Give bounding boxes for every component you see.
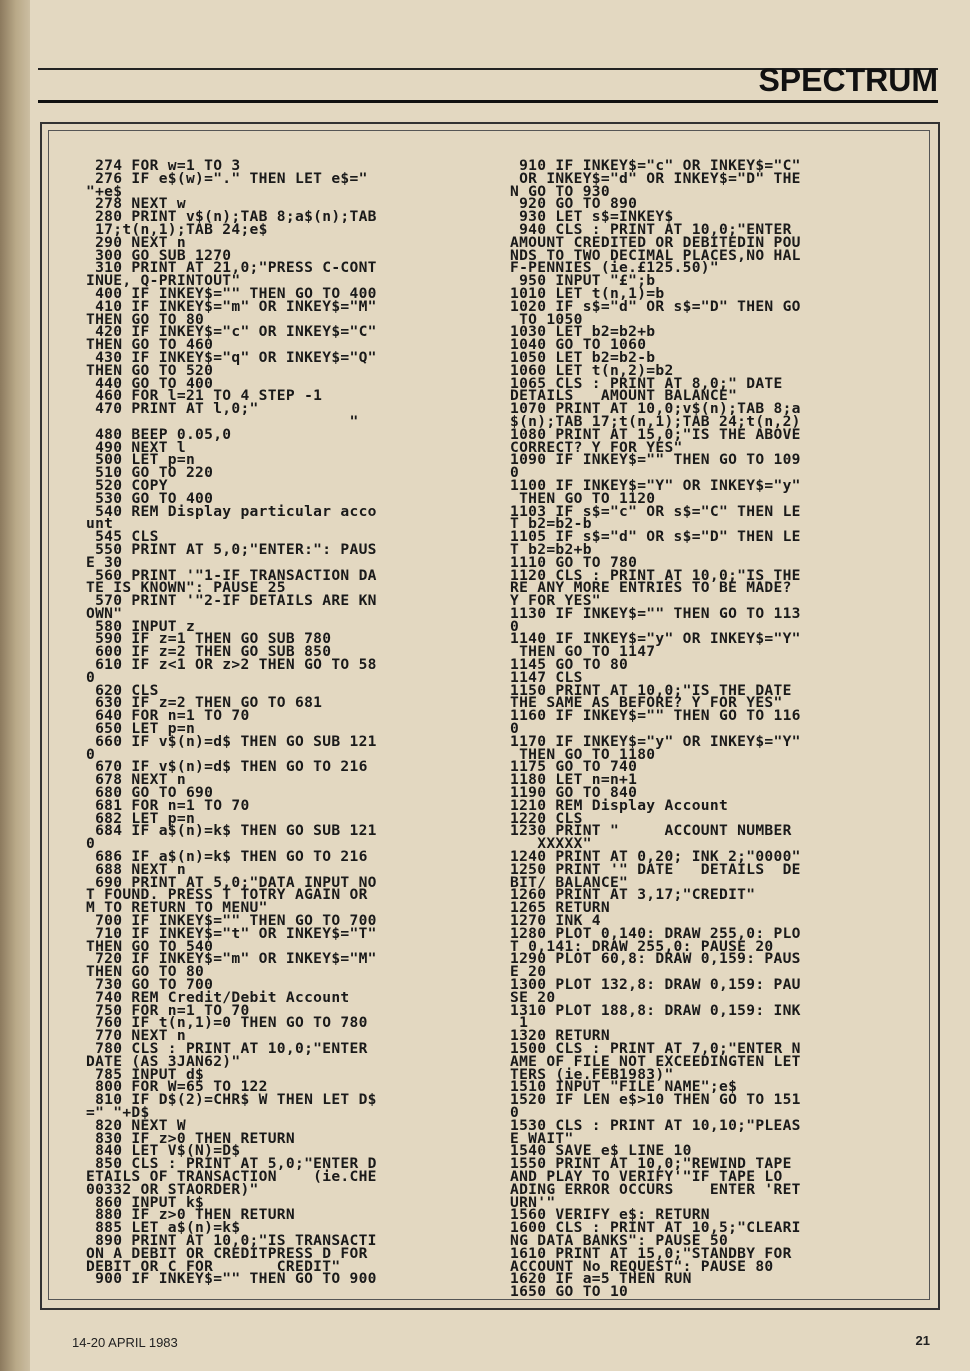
code-line: 570 PRINT '"2-IF DETAILS ARE KN — [86, 592, 377, 610]
code-line: 440 GO TO 400 — [86, 374, 214, 392]
code-line: 0 — [86, 835, 96, 853]
code-line: THEN GO TO 1180 — [510, 745, 656, 763]
code-line: T b2=b2+b — [510, 540, 592, 558]
code-line: THEN GO TO 540 — [86, 937, 214, 955]
code-line: NG DATA BANKS": PAUSE 50 — [510, 1231, 729, 1249]
code-line: 540 REM Display particular acco — [86, 502, 377, 520]
code-line: THEN GO TO 460 — [86, 336, 214, 354]
code-line: 1500 CLS : PRINT AT 7,0;"ENTER N — [510, 1039, 801, 1057]
code-line: 880 IF z>0 THEN RETURN — [86, 1206, 295, 1224]
code-line: 820 NEXT W — [86, 1116, 186, 1134]
code-line: 280 PRINT v$(n);TAB 8;a$(n);TAB — [86, 208, 377, 226]
code-line: 1060 LET t(n,2)=b2 — [510, 361, 674, 379]
code-line: 680 GO TO 690 — [86, 784, 214, 802]
code-line: TE IS KNOWN": PAUSE 25 — [86, 579, 286, 597]
code-line: 1600 CLS : PRINT AT 10,5;"CLEARI — [510, 1219, 801, 1237]
code-line: 1290 PLOT 60,8: DRAW 0,159: PAUS — [510, 950, 801, 968]
code-line: 1310 PLOT 188,8: DRAW 0,159: INK — [510, 1001, 801, 1019]
code-line: 1230 PRINT " ACCOUNT NUMBER — [510, 822, 792, 840]
code-line: NDS TO TWO DECIMAL PLACES,NO HAL — [510, 246, 801, 264]
code-line: 1145 GO TO 80 — [510, 656, 629, 674]
code-line: 1140 IF INKEY$="y" OR INKEY$="Y" — [510, 630, 801, 648]
code-line: 470 PRINT AT l,0;" — [86, 400, 259, 418]
code-line: 560 PRINT '"1-IF TRANSACTION DA — [86, 566, 377, 584]
code-line: 1100 IF INKEY$="Y" OR INKEY$="y" — [510, 476, 801, 494]
listing-right-column — [510, 157, 920, 1301]
code-line: 00332 OR STAORDER)" — [86, 1180, 259, 1198]
code-line: 800 FOR W=65 TO 122 — [86, 1078, 268, 1096]
code-line: 0 — [510, 464, 520, 482]
code-line: 17;t(n,1);TAB 24;e$ — [86, 220, 268, 238]
code-line: 1270 INK 4 — [510, 912, 601, 930]
code-line: ON A DEBIT OR CREDITPRESS D FOR — [86, 1244, 368, 1262]
code-line: URN'" — [510, 1193, 556, 1211]
code-line: 1065 CLS : PRINT AT 8,0;" DATE — [510, 374, 783, 392]
code-line: ADING ERROR OCCURS ENTER 'RET — [510, 1180, 801, 1198]
code-line: 1620 IF a=5 THEN RUN — [510, 1270, 692, 1288]
code-line: 1150 PRINT AT 10,0;"IS THE DATE — [510, 681, 792, 699]
code-line: M TO RETURN TO MENU" — [86, 899, 268, 917]
code-line: 785 INPUT d$ — [86, 1065, 205, 1083]
header-rule-bottom — [38, 100, 938, 103]
code-line: 1260 PRINT AT 3,17;"CREDIT" — [510, 886, 756, 904]
code-line: OWN" — [86, 604, 123, 622]
code-line: 1210 REM Display Account — [510, 796, 729, 814]
code-line: 1560 VERIFY e$: RETURN — [510, 1206, 710, 1224]
code-line: $(n);TAB 17;t(n,1);TAB 24;t(n,2) — [510, 412, 801, 430]
code-line: XXXXX" — [510, 835, 592, 853]
code-line: 510 GO TO 220 — [86, 464, 214, 482]
code-line: AME OF FILE NOT EXCEEDINGTEN LET — [510, 1052, 801, 1070]
code-line: 830 IF z>0 THEN RETURN — [86, 1129, 295, 1147]
code-line: T FOUND. PRESS T TOTRY AGAIN OR — [86, 886, 368, 904]
code-line: RE ANY MORE ENTRIES TO BE MADE? — [510, 579, 792, 597]
listing-left-column — [86, 157, 496, 1288]
code-line: 1120 CLS : PRINT AT 10,0;"IS THE — [510, 566, 801, 584]
code-line: THE SAME AS BEFORE? Y FOR YES" — [510, 694, 783, 712]
code-line: 620 CLS — [86, 681, 159, 699]
code-line: 810 IF D$(2)=CHR$ W THEN LET D$ — [86, 1091, 377, 1109]
code-line: THEN GO TO 1120 — [510, 489, 656, 507]
code-line: DETAILS AMOUNT BALANCE" — [510, 387, 738, 405]
code-line: 0 — [510, 617, 520, 635]
code-line: E 20 — [510, 963, 547, 981]
page-number: 21 — [915, 1333, 930, 1348]
code-line: 930 LET s$=INKEY$ — [510, 208, 674, 226]
code-line: 530 GO TO 400 — [86, 489, 214, 507]
code-line: 686 IF a$(n)=k$ THEN GO TO 216 — [86, 848, 368, 866]
code-line: 1250 PRINT '" DATE DETAILS DE — [510, 860, 801, 878]
code-line: 678 NEXT n — [86, 771, 186, 789]
code-line: 590 IF z=1 THEN GO SUB 780 — [86, 630, 332, 648]
code-line: 700 IF INKEY$="" THEN GO TO 700 — [86, 912, 377, 930]
code-line: THEN GO TO 80 — [86, 310, 205, 328]
code-line: CORRECT? Y FOR YES" — [510, 438, 683, 456]
code-line: 1170 IF INKEY$="y" OR INKEY$="Y" — [510, 732, 801, 750]
code-line: 660 IF v$(n)=d$ THEN GO SUB 121 — [86, 732, 377, 750]
code-line: " — [86, 412, 359, 430]
code-line: 670 IF v$(n)=d$ THEN GO TO 216 — [86, 758, 368, 776]
code-line: BIT/ BALANCE" — [510, 873, 629, 891]
code-line: 580 INPUT z — [86, 617, 196, 635]
section-title: SPECTRUM — [758, 62, 938, 98]
code-line: OR INKEY$="d" OR INKEY$="D" THE — [510, 169, 801, 187]
code-line: 0 — [86, 745, 96, 763]
code-line: 1190 GO TO 840 — [510, 784, 638, 802]
code-line: THEN GO TO 80 — [86, 963, 205, 981]
code-line: 750 FOR n=1 TO 70 — [86, 1001, 250, 1019]
code-line: E WAIT" — [510, 1129, 574, 1147]
code-line: 690 PRINT AT 5,0;"DATA INPUT NO — [86, 873, 377, 891]
code-line: 840 LET V$(N)=D$ — [86, 1142, 241, 1160]
code-line: 430 IF INKEY$="q" OR INKEY$="Q" — [86, 348, 377, 366]
code-line: 940 CLS : PRINT AT 10,0;"ENTER — [510, 220, 792, 238]
code-line: 890 PRINT AT 10,0;"IS TRANSACTI — [86, 1231, 377, 1249]
code-line: 730 GO TO 700 — [86, 976, 214, 993]
code-line: AMOUNT CREDITED OR DEBITEDIN POU — [510, 233, 801, 251]
code-line: 740 REM Credit/Debit Account — [86, 988, 350, 1006]
code-line: T b2=b2-b — [510, 515, 592, 533]
code-line: 610 IF z<1 OR z>2 THEN GO TO 58 — [86, 656, 377, 674]
code-line: 1070 PRINT AT 10,0;v$(n);TAB 8;a — [510, 400, 801, 418]
code-line: 310 PRINT AT 21,0;"PRESS C-CONT — [86, 259, 377, 277]
code-line: 0 — [510, 1103, 520, 1121]
code-line: 920 GO TO 890 — [510, 195, 638, 213]
code-line: 1110 GO TO 780 — [510, 553, 638, 571]
code-line: 950 INPUT "£";b — [510, 272, 656, 290]
code-line: F-PENNIES (ie.£125.50)" — [510, 259, 719, 277]
code-line: 480 BEEP 0.05,0 — [86, 425, 232, 443]
code-line: 550 PRINT AT 5,0;"ENTER:": PAUS — [86, 540, 377, 558]
code-line: TO 1050 — [510, 310, 583, 328]
code-line: 420 IF INKEY$="c" OR INKEY$="C" — [86, 323, 377, 341]
code-line: 1265 RETURN — [510, 899, 610, 917]
code-line: 1030 LET b2=b2+b — [510, 323, 656, 341]
code-line: 720 IF INKEY$="m" OR INKEY$="M" — [86, 950, 377, 968]
code-line: 1220 CLS — [510, 809, 583, 827]
code-line: 300 GO SUB 1270 — [86, 246, 232, 264]
code-line: 1080 PRINT AT 15,0;"IS THE ABOVE — [510, 425, 801, 443]
code-line: 885 LET a$(n)=k$ — [86, 1219, 241, 1237]
code-line: 640 FOR n=1 TO 70 — [86, 707, 250, 725]
code-line: 276 IF e$(w)="." THEN LET e$=" — [86, 169, 368, 187]
code-line: 684 IF a$(n)=k$ THEN GO SUB 121 — [86, 822, 377, 840]
code-line: 780 CLS : PRINT AT 10,0;"ENTER — [86, 1039, 368, 1057]
code-line: 1300 PLOT 132,8: DRAW 0,159: PAU — [510, 976, 801, 993]
code-line: 1550 PRINT AT 10,0;"REWIND TAPE — [510, 1155, 792, 1173]
code-line: 860 INPUT k$ — [86, 1193, 205, 1211]
issue-date: 14-20 APRIL 1983 — [72, 1335, 178, 1350]
code-line: DEBIT OR C FOR CREDIT" — [86, 1257, 341, 1275]
code-line: 1540 SAVE e$ LINE 10 — [510, 1142, 692, 1160]
code-line: 490 NEXT l — [86, 438, 186, 456]
code-line: 900 IF INKEY$="" THEN GO TO 900 — [86, 1270, 377, 1288]
code-line: 1175 GO TO 740 — [510, 758, 638, 776]
code-line: 410 IF INKEY$="m" OR INKEY$="M" — [86, 297, 377, 315]
code-line: 1240 PRINT AT 0,20; INK 2;"0000" — [510, 848, 801, 866]
code-line: 1320 RETURN — [510, 1027, 610, 1045]
code-line: THEN GO TO 520 — [86, 361, 214, 379]
code-line: 1147 CLS — [510, 668, 583, 686]
code-line: ACCOUNT No REQUEST": PAUSE 80 — [510, 1257, 774, 1275]
code-line: 681 FOR n=1 TO 70 — [86, 796, 250, 814]
code-line: 1010 LET t(n,1)=b — [510, 284, 665, 302]
code-line: SE 20 — [510, 988, 556, 1006]
code-line: AND PLAY TO VERIFY'"IF TAPE LO — [510, 1167, 783, 1185]
code-line: TERS (ie.FEB1983)" — [510, 1065, 674, 1083]
code-line: 910 IF INKEY$="c" OR INKEY$="C" — [510, 157, 801, 174]
code-line: 1050 LET b2=b2-b — [510, 348, 656, 366]
code-line: 1520 IF LEN e$>10 THEN GO TO 151 — [510, 1091, 801, 1109]
code-line: 850 CLS : PRINT AT 5,0;"ENTER D — [86, 1155, 377, 1173]
code-line: INUE, Q-PRINTOUT" — [86, 272, 241, 290]
code-line: 1040 GO TO 1060 — [510, 336, 647, 354]
code-line: 688 NEXT n — [86, 860, 186, 878]
code-line: 1650 GO TO 10 — [510, 1283, 629, 1301]
code-line: 545 CLS — [86, 528, 159, 546]
code-line: 290 NEXT n — [86, 233, 186, 251]
code-line: 682 LET p=n — [86, 809, 196, 827]
code-line: 760 IF t(n,1)=0 THEN GO TO 780 — [86, 1014, 368, 1032]
code-line: 274 FOR w=1 TO 3 — [86, 157, 241, 174]
code-line: 460 FOR l=21 TO 4 STEP -1 — [86, 387, 323, 405]
code-line: 1020 IF s$="d" OR s$="D" THEN GO — [510, 297, 801, 315]
code-line: 1510 INPUT "FILE NAME";e$ — [510, 1078, 738, 1096]
code-line: N GO TO 930 — [510, 182, 610, 200]
code-line: 1103 IF s$="c" OR s$="C" THEN LE — [510, 502, 801, 520]
code-line: unt — [86, 515, 114, 533]
code-line: E 30 — [86, 553, 123, 571]
code-line: DATE (AS 3JAN62)" — [86, 1052, 241, 1070]
code-line: 1130 IF INKEY$="" THEN GO TO 113 — [510, 604, 801, 622]
code-line: 278 NEXT w — [86, 195, 186, 213]
code-line: 600 IF z=2 THEN GO SUB 850 — [86, 643, 332, 661]
code-line: 1160 IF INKEY$="" THEN GO TO 116 — [510, 707, 801, 725]
code-line: Y FOR YES" — [510, 592, 601, 610]
code-line: 1610 PRINT AT 15,0;"STANDBY FOR — [510, 1244, 792, 1262]
code-line: 1090 IF INKEY$="" THEN GO TO 109 — [510, 451, 801, 469]
code-line: 650 LET p=n — [86, 720, 196, 738]
code-line: THEN GO TO 1147 — [510, 643, 656, 661]
code-line: 400 IF INKEY$="" THEN GO TO 400 — [86, 284, 377, 302]
code-line: 1530 CLS : PRINT AT 10,10;"PLEAS — [510, 1116, 801, 1134]
code-line: 630 IF z=2 THEN GO TO 681 — [86, 694, 323, 712]
code-line: 1280 PLOT 0,140: DRAW 255,0: PLO — [510, 924, 801, 942]
code-line: T 0,141: DRAW 255,0: PAUSE 20 — [510, 937, 774, 955]
code-line: ETAILS OF TRANSACTION (ie.CHE — [86, 1167, 377, 1185]
code-line: 0 — [86, 668, 96, 686]
code-line: 1105 IF s$="d" OR s$="D" THEN LE — [510, 528, 801, 546]
code-line: =" "+D$ — [86, 1103, 150, 1121]
code-line: 500 LET p=n — [86, 451, 196, 469]
code-line: "+e$ — [86, 182, 123, 200]
code-line: 1180 LET n=n+1 — [510, 771, 638, 789]
code-line: 0 — [510, 720, 520, 738]
code-line: 770 NEXT n — [86, 1027, 186, 1045]
code-line: 1 — [510, 1014, 529, 1032]
code-line: 520 COPY — [86, 476, 168, 494]
code-line: 710 IF INKEY$="t" OR INKEY$="T" — [86, 924, 377, 942]
